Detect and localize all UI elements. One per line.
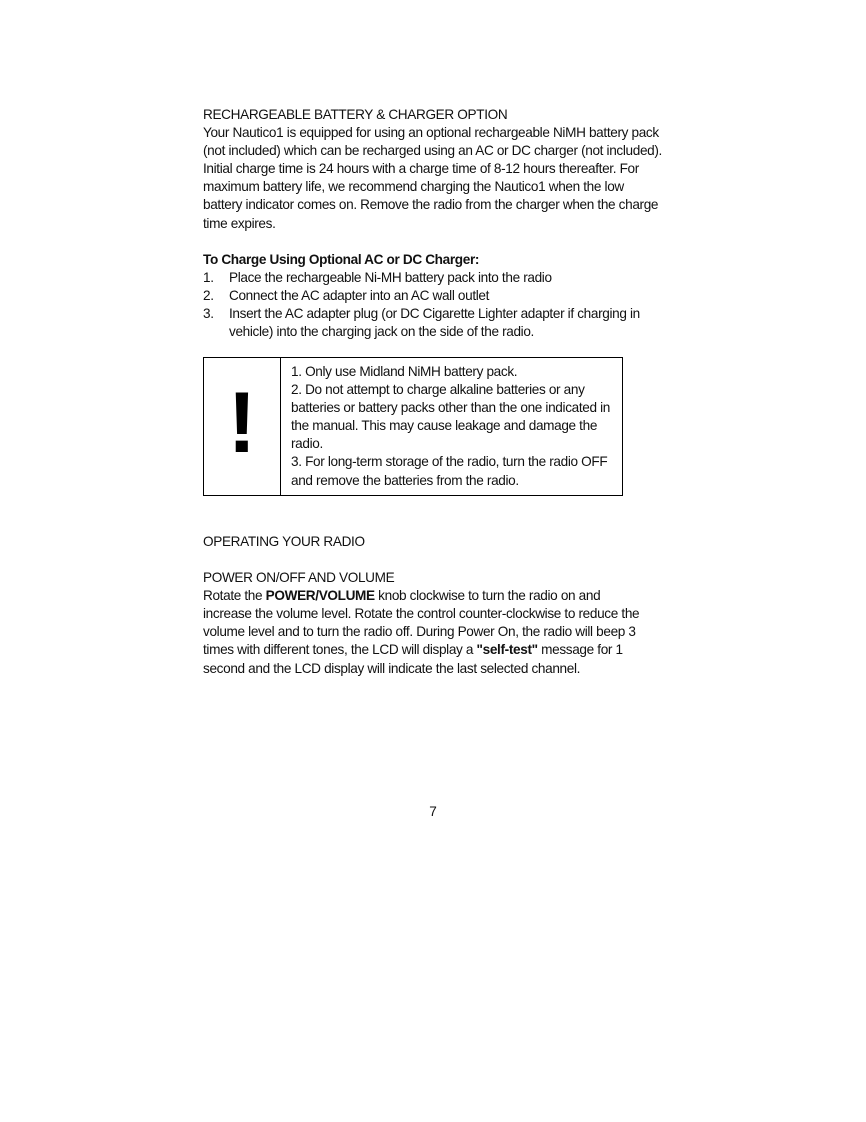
warning-line: 1. Only use Midland NiMH battery pack. [291,364,518,379]
charge-section-heading: To Charge Using Optional AC or DC Charger: [203,251,480,267]
battery-paragraph-line: battery indicator comes on. Remove the radio from the charger when the charge [203,197,659,213]
text-run: Rotate the [203,588,266,604]
charge-step [203,287,673,305]
power-volume-term: POWER/VOLUME [265,588,375,604]
text-run: message for 1 [537,642,623,658]
step-text: Insert the AC adapter plug (or DC Cigarette Lighter adapter if charging in [229,305,640,321]
charge-step [203,305,673,323]
warning-icon-cell [204,358,281,495]
text-run: knob clockwise to turn the radio on and [374,588,601,604]
warning-line: and remove the batteries from the radio. [291,472,519,488]
battery-paragraph-line: Initial charge time is 24 hours with a charge time of 8-12 hours thereafter. For [203,161,639,177]
spacer [203,233,673,251]
warning-line: radio. [291,436,323,452]
operating-paragraph-line: second and the LCD display will indicate the last selected channel. [203,660,581,676]
warning-line: the manual. This may cause leakage and damage the [291,418,598,434]
step-text: Place the rechargeable Ni-MH battery pack into the radio [229,269,552,285]
battery-charger-section [203,106,673,341]
operating-heading: OPERATING YOUR RADIO [203,534,365,549]
text-run: times with different tones, the LCD will display a [203,642,477,658]
operating-section [203,533,673,678]
exclamation-icon: ! [227,375,257,471]
step-number: 2. [203,287,214,303]
warning-line: 3. For long-term storage of the radio, turn the radio OFF [291,454,608,470]
spacer [203,551,673,569]
operating-paragraph-line: volume level and to turn the radio off. During Power On, the radio will beep 3 [203,624,636,640]
self-test-term: "self-test" [476,642,538,658]
step-number: 3. [203,305,214,321]
battery-paragraph-line: (not included) which can be recharged using an AC or DC charger (not included). [203,143,662,159]
battery-paragraph-line: time expires. [203,215,276,231]
warning-line: 2. Do not attempt to charge alkaline batteries or any [291,382,585,398]
power-volume-subheading: POWER ON/OFF AND VOLUME [203,570,395,586]
warning-text [281,358,622,495]
battery-paragraph-line: maximum battery life, we recommend charging the Nautico1 when the low [203,179,624,195]
step-text-continuation: vehicle) into the charging jack on the side of the radio. [229,324,534,340]
operating-paragraph-line: increase the volume level. Rotate the control counter-clockwise to reduce the [203,606,640,622]
operating-paragraph-line [203,587,673,605]
charge-step [203,269,673,287]
step-number: 1. [203,269,214,285]
page-number: 7 [429,804,437,819]
step-text: Connect the AC adapter into an AC wall outlet [229,287,490,303]
battery-section-heading: RECHARGEABLE BATTERY & CHARGER OPTION [203,107,508,122]
warning-box [203,357,623,496]
operating-paragraph-line [203,641,673,659]
warning-line: batteries or battery packs other than the one indicated in [291,400,610,416]
battery-paragraph-line: Your Nautico1 is equipped for using an optional rechargeable NiMH battery pack [203,125,659,141]
